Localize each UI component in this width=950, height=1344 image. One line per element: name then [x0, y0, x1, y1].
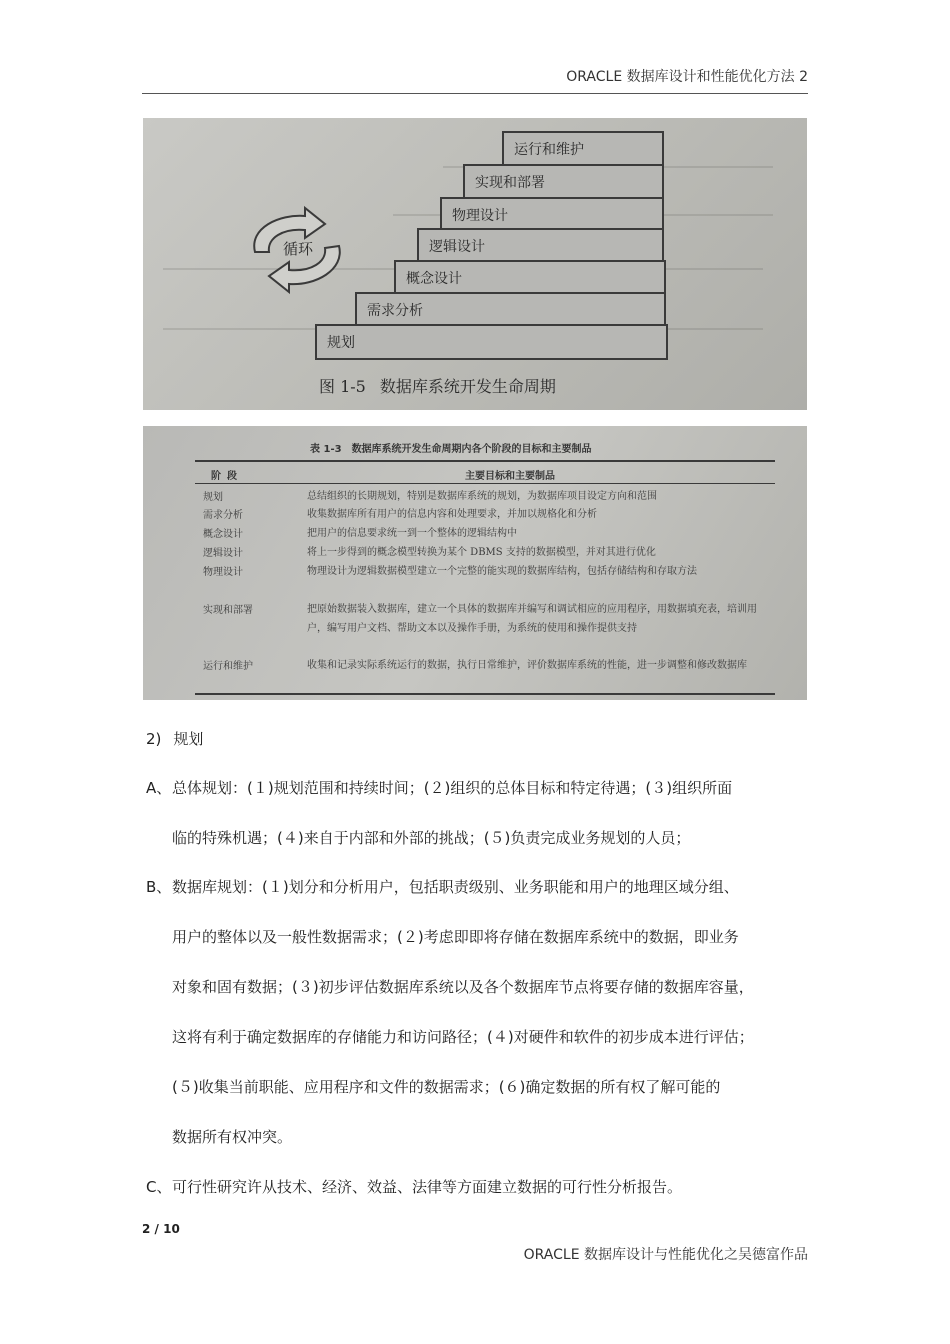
table-number: 表 1-3 [310, 444, 342, 455]
paragraph-text: 总体规划：(１)规划范围和持续时间；(２)组织的总体目标和特定待遇；(３)组织所面 [172, 779, 733, 797]
step-deployment [463, 164, 664, 199]
step-label: 物理设计 [452, 208, 508, 224]
figure-title: 数据库系统开发生命周期 [379, 377, 556, 396]
paragraph-line: 用户的整体以及一般性数据需求；(２)考虑即即将存储在数据库系统中的数据，即业务 [172, 928, 739, 946]
paragraph-text: 数据库规划：(１)划分和分析用户，包括职责级别、业务职能和用户的地理区域分组、 [172, 878, 739, 896]
table-bottom-rule [195, 693, 775, 695]
table-cell-stage: 逻辑设计 [203, 548, 243, 559]
table-cell-stage: 需求分析 [203, 510, 243, 521]
table-header-stage: 阶段 [211, 471, 243, 482]
step-physical-design [440, 197, 664, 231]
paragraph-line: (５)收集当前职能、应用程序和文件的数据需求；(６)确定数据的所有权了解可能的 [172, 1078, 721, 1096]
paragraph-line [146, 763, 808, 813]
table-cell-stage: 物理设计 [203, 567, 243, 578]
lifecycle-table-photo [143, 426, 807, 700]
step-label: 需求分析 [367, 303, 423, 319]
table-cell-desc: 物理设计为逻辑数据模型建立一个完整的能实现的数据库结构，包括存储结构和存取方法 [307, 566, 697, 577]
paragraph-line [146, 862, 808, 912]
step-planning [315, 324, 668, 360]
step-logical-design [417, 228, 664, 263]
list-label: B、 [146, 878, 172, 896]
step-label: 规划 [327, 335, 355, 351]
section-heading [146, 728, 203, 749]
paragraph-line: 临的特殊机遇；(４)来自于内部和外部的挑战；(５)负责完成业务规划的人员； [172, 829, 691, 847]
paragraph-a [146, 763, 808, 863]
paragraph-text: 可行性研究许从技术、经济、效益、法律等方面建立数据的可行性分析报告。 [172, 1178, 683, 1196]
table-cell-stage: 运行和维护 [203, 661, 253, 672]
step-requirements [355, 292, 666, 328]
step-label: 概念设计 [406, 271, 462, 287]
figure-number: 图 1-5 [319, 377, 366, 396]
page-footer: ORACLE 数据库设计与性能优化之吴德富作品 [523, 1247, 808, 1263]
table-cell-desc: 收集数据库所有用户的信息内容和处理要求，并加以规格化和分析 [307, 509, 597, 520]
paragraph-line: 对象和固有数据；(３)初步评估数据库系统以及各个数据库节点将要存储的数据库容量， [172, 978, 754, 996]
list-label: C、 [146, 1178, 172, 1196]
table-cell-desc: 把原始数据装入数据库，建立一个具体的数据库并编写和调试相应的应用程序，用数据填充表，培训用户，编写用户文档、帮助文本以及操作手册，为系统的使用和操作提供支持 [307, 604, 757, 634]
paragraph-line [146, 1162, 808, 1212]
list-label: A、 [146, 779, 172, 797]
section-title: 规划 [173, 730, 204, 748]
table-cell-desc: 收集和记录实际系统运行的数据，执行日常维护，评价数据库系统的性能，进一步调整和修改数据库 [307, 660, 747, 671]
header-divider [142, 93, 808, 94]
table-top-rule [195, 460, 775, 462]
cycle-label: 循环 [283, 240, 314, 258]
table-title: 数据库系统开发生命周期内各个阶段的目标和主要制品 [351, 444, 592, 455]
table-cell-desc: 把用户的信息要求统一到一个整体的逻辑结构中 [307, 528, 517, 539]
table-cell-stage: 实现和部署 [203, 605, 253, 616]
paragraph-b [146, 862, 808, 1162]
step-label: 实现和部署 [475, 175, 545, 191]
step-operation [502, 131, 664, 166]
step-label: 逻辑设计 [429, 239, 485, 255]
step-label: 运行和维护 [514, 142, 584, 158]
table-caption [310, 440, 592, 455]
table-cell-stage: 概念设计 [203, 529, 243, 540]
section-number: 2) [146, 730, 162, 748]
page-number: 2 / 10 [142, 1222, 180, 1236]
table-header-goal: 主要目标和主要制品 [465, 471, 555, 482]
step-conceptual-design [394, 260, 666, 295]
paragraph-c [146, 1162, 808, 1212]
paragraph-line: 这将有利于确定数据库的存储能力和访问路径；(４)对硬件和软件的初步成本进行评估； [172, 1028, 754, 1046]
table-header-rule [195, 483, 775, 484]
paragraph-line: 数据所有权冲突。 [172, 1128, 293, 1146]
figure-caption [319, 374, 556, 397]
table-cell-stage: 规划 [203, 492, 223, 503]
lifecycle-figure-photo [143, 118, 807, 410]
table-cell-desc: 总结组织的长期规划，特别是数据库系统的规划，为数据库项目设定方向和范围 [307, 491, 657, 502]
page-header: ORACLE 数据库设计和性能优化方法 2 [566, 69, 808, 85]
table-cell-desc: 将上一步得到的概念模型转换为某个 DBMS 支持的数据模型，并对其进行优化 [307, 547, 656, 558]
